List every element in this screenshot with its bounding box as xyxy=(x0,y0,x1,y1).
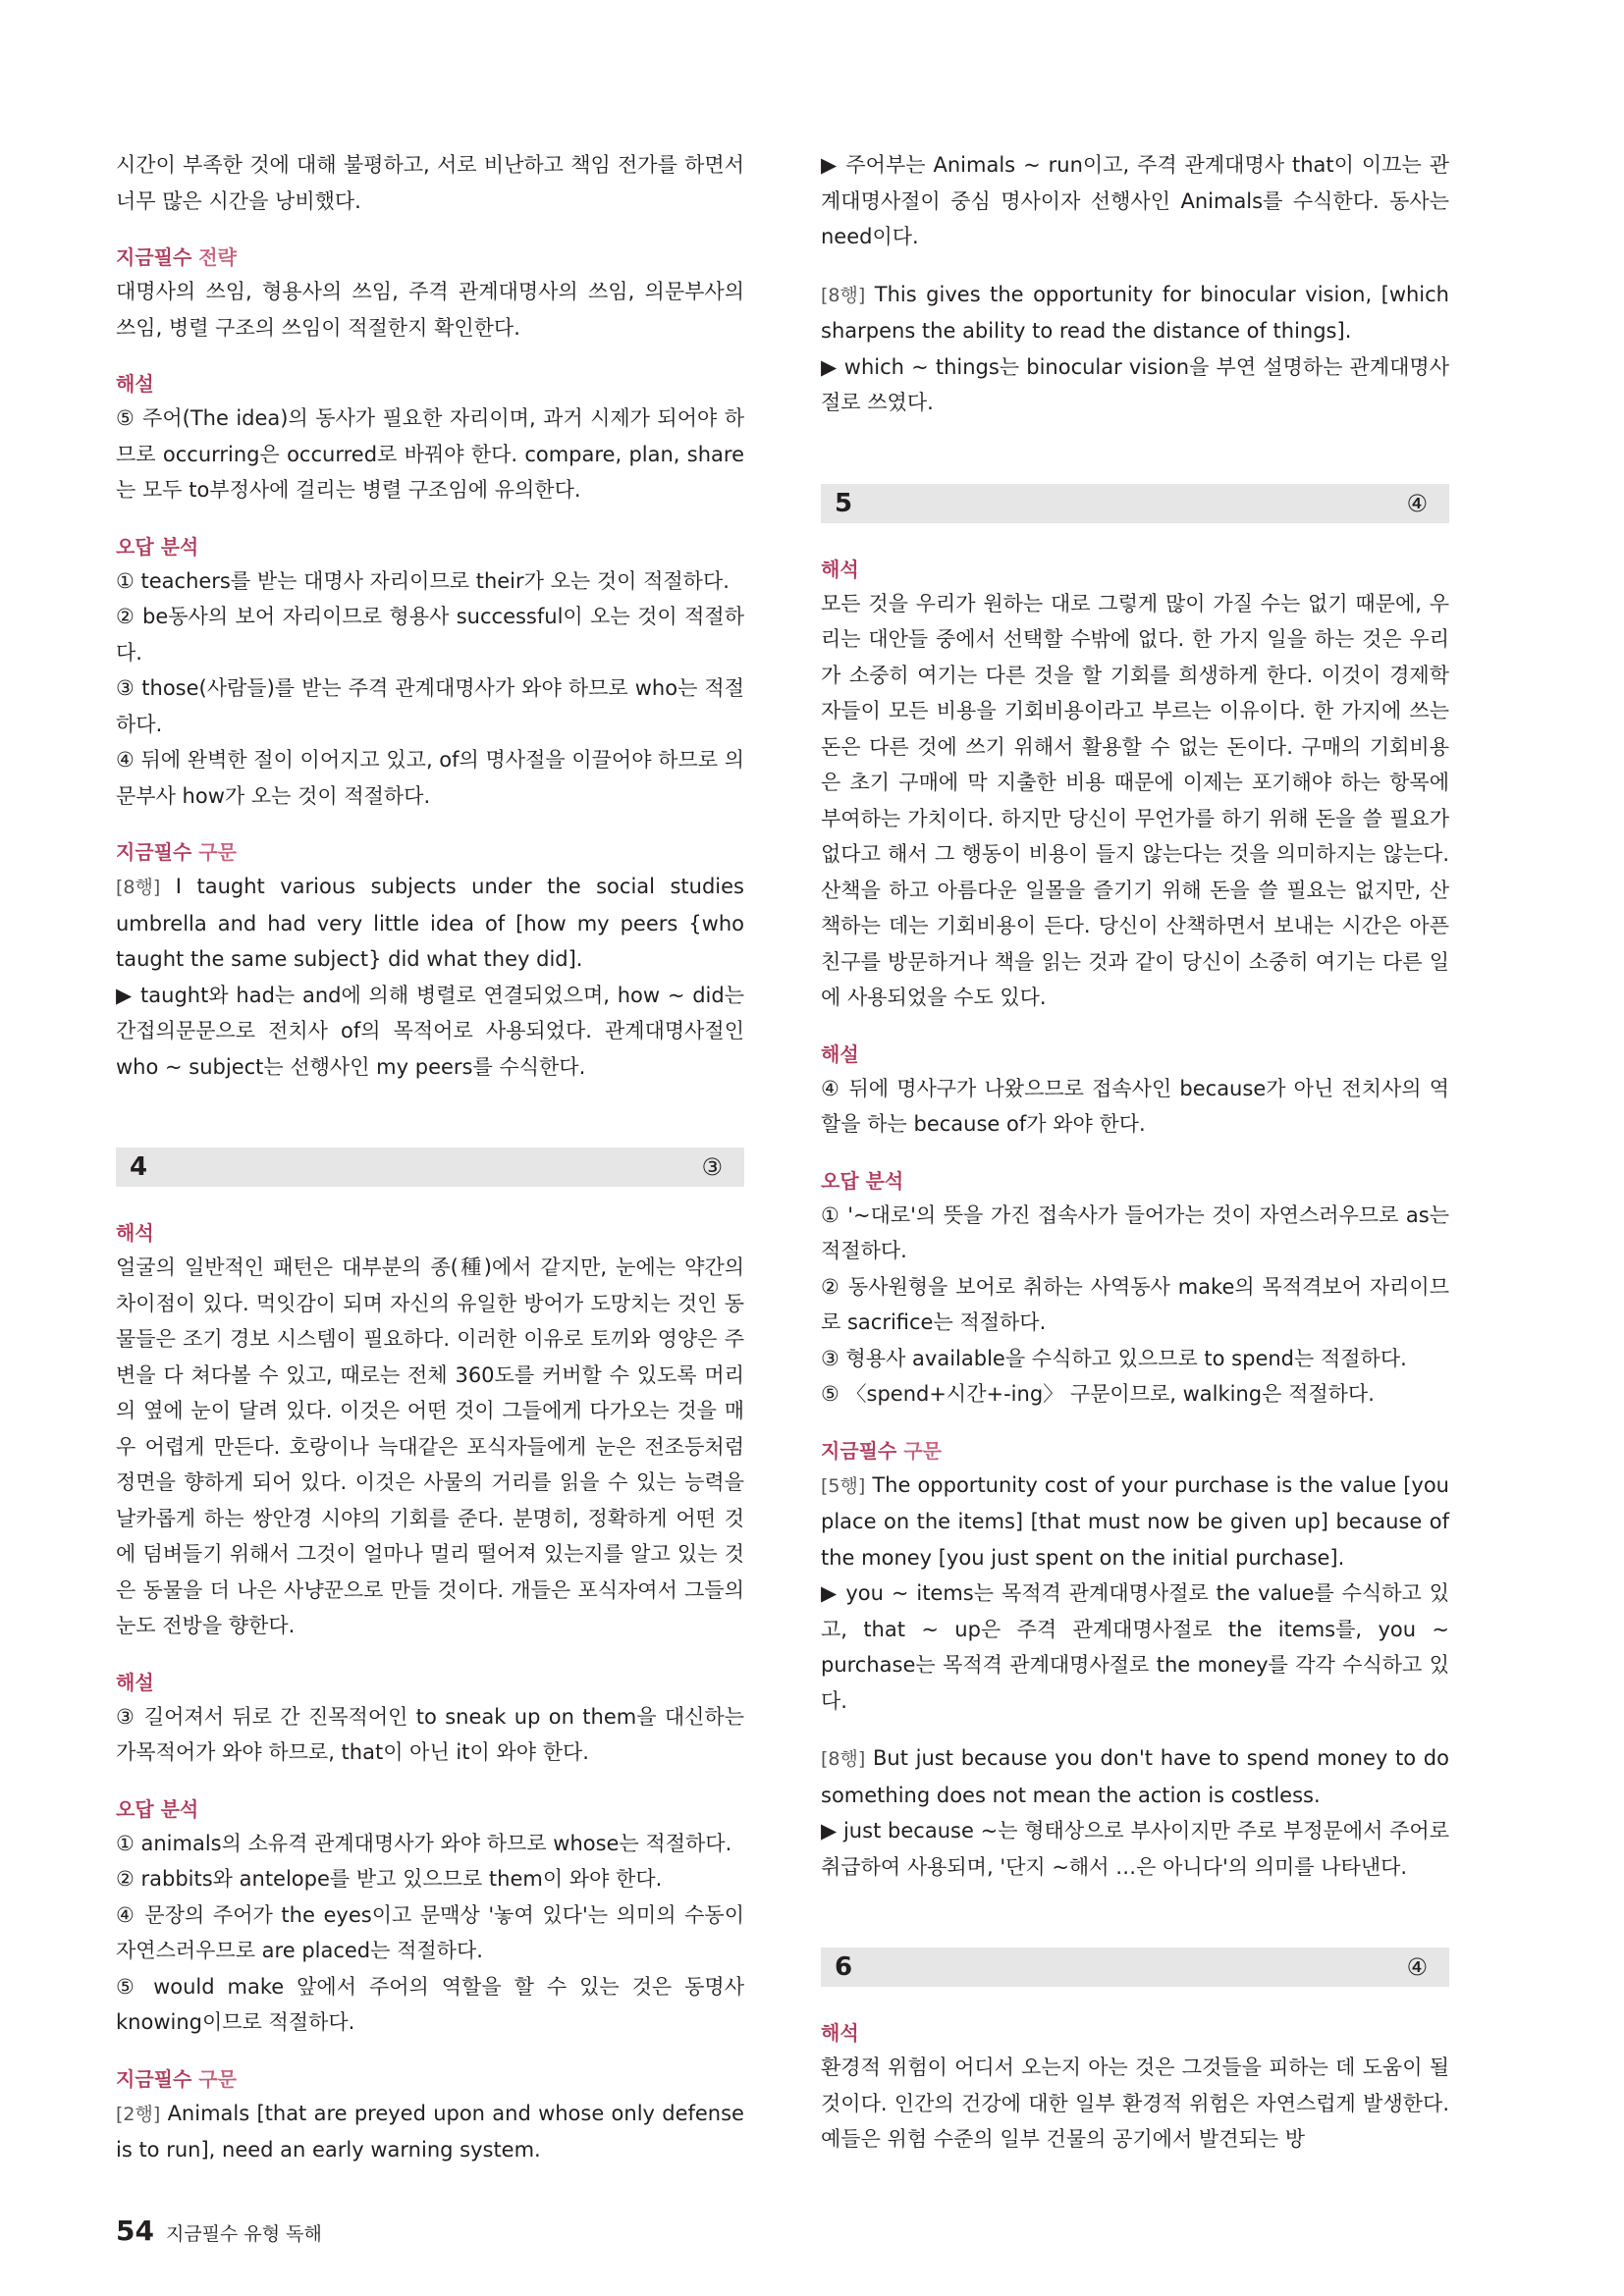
wrong-analysis-label: 오답 분석 xyxy=(116,1796,199,1821)
translation-label: 해석 xyxy=(821,2021,859,2045)
book-title: 지금필수 유형 독해 xyxy=(165,2223,322,2245)
page-footer xyxy=(116,2215,322,2247)
wrong-item: ④ 문장의 주어가 the eyes이고 문맥상 '놓여 있다'는 의미의 수동이 자연스러우므로 are placed는 적절하다. xyxy=(116,1902,744,1962)
page-number: 54 xyxy=(116,2215,154,2247)
question-4-header xyxy=(116,1148,744,1187)
translation-label: 해석 xyxy=(116,1221,154,1245)
syntax-sentence: [8행] But just because you don't have to spend money to do something does not mean the action is costless. xyxy=(821,1746,1449,1807)
solution-label: 해설 xyxy=(821,1041,859,1066)
translation-label: 해석 xyxy=(821,557,859,581)
intro-text: 시간이 부족한 것에 대해 불평하고, 서로 비난하고 책임 전가를 하면서 너무 많은 시간을 낭비했다. xyxy=(116,153,744,213)
wrong-item: ⑤ 〈spend+시간+-ing〉 구문이므로, walking은 적절하다. xyxy=(821,1382,1375,1406)
question-number: 5 xyxy=(835,488,853,518)
wrong-item: ③ those(사람들)를 받는 주격 관계대명사가 와야 하므로 who는 적절하다. xyxy=(116,676,744,736)
solution-label: 해설 xyxy=(116,1670,154,1694)
translation-text: 얼굴의 일반적인 패턴은 대부분의 종(種)에서 같지만, 눈에는 약간의 차이점이 있다. 먹잇감이 되며 자신의 유일한 방어가 도망치는 것인 동물들은 조기 경보 시스템이 필요하다. 이러한 이유로 토끼와 영양은 주변을 다 쳐다볼 수 있고, 때로는 전체 360도를 커버할 수 있도록 머리의 옆에 눈이 달려 있다. 이것은 어떤 것이 그들에게 다가오는 것을 매우 어렵게 만든다. 호랑이나 늑대같은 포식자들에게 눈은 전조등처럼 정면을 향하게 되어 있다. 이것은 사물의 거리를 읽을 수 있는 능력을 날카롭게 하는 쌍안경 시야의 기회를 준다. 분명히, 정확하게 어떤 것에 덤벼들기 위해서 그것이 얼마나 멀리 떨어져 있는지를 알고 있는 것은 동물을 더 나은 사냥꾼으로 만들 것이다. 개들은 포식자여서 그들의 눈도 전방을 향한다. xyxy=(116,1255,744,1637)
syntax-note: ▶ just because ~는 형태상으로 부사이지만 주로 부정문에서 주어로 취급하여 사용되며, '단지 ~해서 …은 아니다'의 의미를 나타낸다. xyxy=(821,1819,1449,1879)
syntax-note: ▶ you ~ items는 목적격 관계대명사절로 the value를 수식하고 있고, that ~ up은 주격 관계대명사절로 the items를, you ~ purchase는 목적격 관계대명사절로 the money를 각각 수식하고 있다. xyxy=(821,1581,1449,1713)
strategy-label: 지금필수 전략 xyxy=(116,245,237,269)
strategy-text: 대명사의 쓰임, 형용사의 쓰임, 주격 관계대명사의 쓰임, 의문부사의 쓰임, 병렬 구조의 쓰임이 적절한지 확인한다. xyxy=(116,280,744,340)
wrong-item: ⑤ would make 앞에서 주어의 역할을 할 수 있는 것은 동명사 knowing이므로 적절하다. xyxy=(116,1974,744,2034)
syntax-note: ▶ taught와 had는 and에 의해 병렬로 연결되었으며, how ~ did는 간접의문문으로 전치사 of의 목적어로 사용되었다. 관계대명사절인 who ~ subject는 선행사인 my peers를 수식한다. xyxy=(116,983,744,1079)
syntax-label: 지금필수 구문 xyxy=(116,2066,237,2091)
syntax-sentence: [5행] The opportunity cost of your purchase is the value [you place on the items] [that must now be given up] because of the money [you just spent on the initial purchase]. xyxy=(821,1472,1449,1570)
left-column xyxy=(116,147,744,2168)
wrong-item: ① '~대로'의 뜻을 가진 접속사가 들어가는 것이 자연스러우므로 as는 적절하다. xyxy=(821,1202,1449,1262)
question-5-header xyxy=(821,484,1449,523)
solution-label: 해설 xyxy=(116,372,154,396)
syntax-note: ▶ which ~ things는 binocular vision을 부연 설명하는 관계대명사절로 쓰였다. xyxy=(821,354,1449,414)
syntax-label: 지금필수 구문 xyxy=(821,1438,942,1463)
solution-text: ④ 뒤에 명사구가 나왔으므로 접속사인 because가 아닌 전치사의 역할을 하는 because of가 와야 한다. xyxy=(821,1076,1449,1136)
question-number: 6 xyxy=(835,1952,853,1982)
wrong-item: ③ 형용사 available을 수식하고 있으므로 to spend는 적절하다. xyxy=(821,1346,1407,1370)
solution-text: ⑤ 주어(The idea)의 동사가 필요한 자리이며, 과거 시제가 되어야 하므로 occurring은 occurred로 바꿔야 한다. compare, plan, share는 모두 to부정사에 걸리는 병렬 구조임에 유의한다. xyxy=(116,406,744,502)
wrong-item: ④ 뒤에 완벽한 절이 이어지고 있고, of의 명사절을 이끌어야 하므로 의문부사 how가 오는 것이 적절하다. xyxy=(116,748,744,808)
question-number: 4 xyxy=(130,1152,148,1182)
wrong-item: ① teachers를 받는 대명사 자리이므로 their가 오는 것이 적절하다. xyxy=(116,568,730,593)
wrong-item: ① animals의 소유격 관계대명사가 와야 하므로 whose는 적절하다. xyxy=(116,1831,732,1855)
question-6-header xyxy=(821,1948,1449,1987)
right-column xyxy=(821,147,1449,2158)
wrong-item: ② rabbits와 antelope를 받고 있으므로 them이 와야 한다. xyxy=(116,1867,663,1891)
syntax-sentence: [8행] This gives the opportunity for binocular vision, [which sharpens the ability to read the distance of things]. xyxy=(821,282,1449,343)
answer-mark: ④ xyxy=(1406,489,1428,517)
syntax-sentence: [2행] Animals [that are preyed upon and whose only defense is to run], need an early warning system. xyxy=(116,2101,744,2162)
wrong-item: ② 동사원형을 보어로 취하는 사역동사 make의 목적격보어 자리이므로 sacrifice는 적절하다. xyxy=(821,1274,1449,1334)
answer-mark: ③ xyxy=(701,1153,723,1181)
translation-text: 모든 것을 우리가 원하는 대로 그렇게 많이 가질 수는 없기 때문에, 우리는 대안들 중에서 선택할 수밖에 없다. 한 가지 일을 하는 것은 우리가 소중히 여기는 다른 것을 할 기회를 희생하게 한다. 이것이 경제학자들이 모든 비용을 기회비용이라고 부르는 이유이다. 한 가지에 쓰는 돈은 다른 것에 쓰기 위해서 활용할 수 없는 돈이다. 구매의 기회비용은 초기 구매에 막 지출한 비용 때문에 이제는 포기해야 하는 항목에 부여하는 가치이다. 하지만 당신이 무언가를 하기 위해 돈을 쓸 필요가 없다고 해서 그 행동이 비용이 들지 않는다는 것을 의미하지는 않는다. 산책을 하고 아름다운 일몰을 즐기기 위해 돈을 쓸 필요는 없지만, 산책하는 데는 기회비용이 든다. 당신이 산책하면서 보내는 시간은 아픈 친구를 방문하거나 책을 읽는 것과 같이 당신이 소중히 여기는 다른 일에 사용되었을 수도 있다. xyxy=(821,591,1449,1009)
syntax-note: ▶ 주어부는 Animals ~ run이고, 주격 관계대명사 that이 이끄는 관계대명사절이 중심 명사이자 선행사인 Animals를 수식한다. 동사는 need이다. xyxy=(821,153,1449,248)
wrong-analysis-label: 오답 분석 xyxy=(116,534,199,559)
wrong-item: ② be동사의 보어 자리이므로 형용사 successful이 오는 것이 적절하다. xyxy=(116,605,744,665)
solution-text: ③ 길어져서 뒤로 간 진목적어인 to sneak up on them을 대신하는 가목적어가 와야 하므로, that이 아닌 it이 와야 한다. xyxy=(116,1704,744,1764)
syntax-sentence: [8행] I taught various subjects under the social studies umbrella and had very little idea of [how my peers {who taught the same subject} did what they did]. xyxy=(116,875,744,971)
translation-text: 환경적 위험이 어디서 오는지 아는 것은 그것들을 피하는 데 도움이 될 것이다. 인간의 건강에 대한 일부 환경적 위험은 자연스럽게 발생한다. 예들은 위험 수준의 일부 건물의 공기에서 발견되는 방 xyxy=(821,2056,1449,2151)
syntax-label: 지금필수 구문 xyxy=(116,840,237,864)
answer-mark: ④ xyxy=(1406,1953,1428,1981)
wrong-analysis-label: 오답 분석 xyxy=(821,1168,904,1193)
